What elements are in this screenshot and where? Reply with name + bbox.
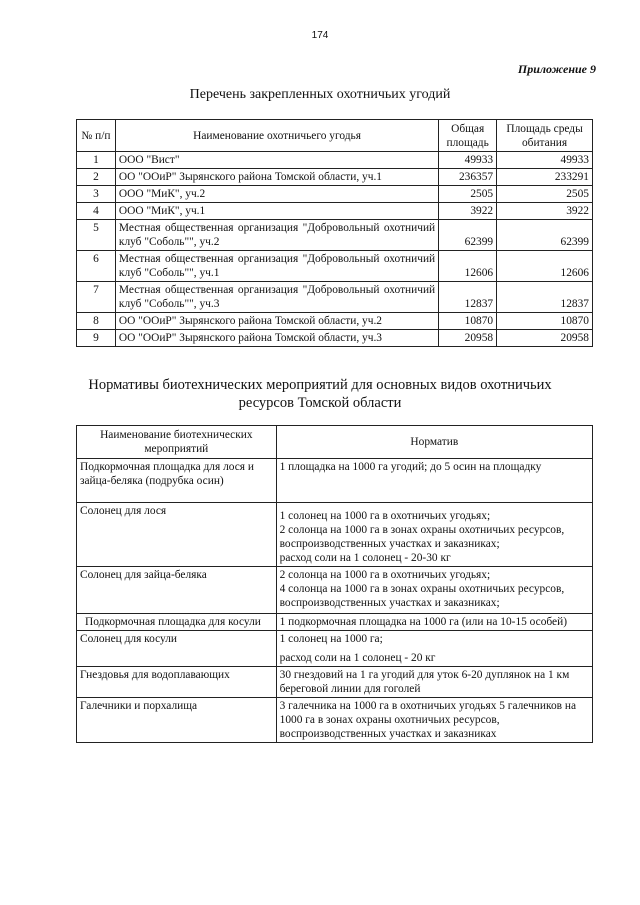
table-row: [77, 631, 593, 667]
row-total: 10870: [439, 313, 497, 330]
table-row: [77, 282, 593, 313]
norm-line: 1 площадка на 1000 га угодий; до 5 осин на площадку: [279, 461, 542, 473]
table1-title: Перечень закрепленных охотничьих угодий: [189, 87, 451, 102]
table-row: [77, 698, 593, 743]
norm-clip: [280, 568, 589, 612]
row-habitat: 233291: [497, 169, 593, 186]
norm-line: 1 солонец на 1000 га;: [279, 633, 383, 645]
table-row: [77, 614, 593, 631]
row-total: 49933: [439, 152, 497, 169]
row-habitat: 10870: [497, 313, 593, 330]
norm-cell: [276, 667, 592, 698]
row-total: 2505: [439, 186, 497, 203]
row-num: 5: [77, 220, 116, 251]
appendix-label: Приложение 9: [517, 62, 596, 76]
row-num: 1: [77, 152, 116, 169]
table-row: [77, 330, 593, 347]
row-name: Местная общественная организация "Добровольный охотничий клуб "Соболь"", уч.2: [115, 220, 438, 251]
row-total: 62399: [439, 220, 497, 251]
row-habitat: 62399: [497, 220, 593, 251]
norm-line: 2 солонца на 1000 га в охотничьих угодьях;: [279, 569, 491, 581]
table-row: [77, 251, 593, 282]
measure-name: Солонец для зайца-беляка: [77, 567, 277, 614]
row-num: 3: [77, 186, 116, 203]
row-total: 3922: [439, 203, 497, 220]
norm-line: расход соли на 1 солонец - 20-30 кг: [279, 552, 451, 564]
row-habitat: 20958: [497, 330, 593, 347]
table-row: [77, 169, 593, 186]
table-row: [77, 186, 593, 203]
hunting-grounds-table: [76, 119, 593, 347]
row-name: ОО "ООиР" Зырянского района Томской области, уч.3: [115, 330, 438, 347]
row-num: 7: [77, 282, 116, 313]
norm-line: 30 гнездовий на 1 га угодий для уток 6-20 дуплянок на 1 км береговой линии для гоголей: [279, 669, 570, 695]
row-num: 9: [77, 330, 116, 347]
col-header-habitat-area: Площадь среды обитания: [497, 120, 593, 152]
norm-cell: [276, 459, 592, 503]
row-habitat: 12837: [497, 282, 593, 313]
measure-name: Гнездовья для водоплавающих: [77, 667, 277, 698]
norm-line: 3 галечника на 1000 га в охотничьих угодьях 5 галечников на 1000 га в зонах охраны охотничьих ресурсов, воспроизводственных участках и заказниках: [279, 700, 577, 740]
norm-line: 1 подкормочная площадка на 1000 га (или на 10-15 особей): [279, 616, 567, 628]
table-row: [77, 220, 593, 251]
row-num: 4: [77, 203, 116, 220]
row-num: 8: [77, 313, 116, 330]
page-number: 174: [311, 30, 329, 41]
measure-name: Солонец для косули: [77, 631, 277, 667]
norm-line: 2 солонца на 1000 га в зонах охраны охотничьих ресурсов, воспроизводственных участках и заказниках;: [279, 524, 565, 550]
table-row: [77, 503, 593, 567]
row-total: 12837: [439, 282, 497, 313]
row-name: ООО "МиК", уч.2: [115, 186, 438, 203]
row-name: ООО "МиК", уч.1: [115, 203, 438, 220]
table-row: [77, 203, 593, 220]
col-header-norm: Норматив: [276, 426, 592, 459]
table-row: [77, 152, 593, 169]
row-total: 236357: [439, 169, 497, 186]
norm-cell: [276, 503, 592, 567]
norm-line: расход соли на 1 солонец - 20 кг: [279, 652, 436, 664]
col-header-num: № п/п: [77, 120, 116, 152]
table-header-row: [77, 426, 593, 459]
norm-cell: [276, 614, 592, 631]
table-header-row: [77, 120, 593, 152]
measure-name: Подкормочная площадка для лося и зайца-беляка (подрубка осин): [77, 459, 277, 503]
biotech-norms-table: [76, 425, 593, 743]
table-row: [77, 567, 593, 614]
norm-cell: [276, 567, 592, 614]
row-name: ОО "ООиР" Зырянского района Томской области, уч.2: [115, 313, 438, 330]
row-name: Местная общественная организация "Добровольный охотничий клуб "Соболь"", уч.1: [115, 251, 438, 282]
norm-line: 4 солонца на 1000 га в зонах охраны охотничьих ресурсов, воспроизводственных участках и заказниках;: [279, 583, 565, 609]
col-header-measure: Наименование биотехнических мероприятий: [77, 426, 277, 459]
measure-name: Подкормочная площадка для косули: [77, 614, 277, 631]
row-habitat: 3922: [497, 203, 593, 220]
norm-line: 1 солонец на 1000 га в охотничьих угодьях;: [279, 510, 491, 522]
table-row: [77, 459, 593, 503]
col-header-total-area: Общая площадь: [439, 120, 497, 152]
norm-cell: [276, 698, 592, 743]
row-habitat: 2505: [497, 186, 593, 203]
row-total: 20958: [439, 330, 497, 347]
measure-name: Галечники и порхалища: [77, 698, 277, 743]
row-total: 12606: [439, 251, 497, 282]
table-row: [77, 313, 593, 330]
row-habitat: 49933: [497, 152, 593, 169]
measure-name: Солонец для лося: [77, 503, 277, 567]
row-num: 2: [77, 169, 116, 186]
table-row: [77, 667, 593, 698]
row-name: ОО "ООиР" Зырянского района Томской области, уч.1: [115, 169, 438, 186]
row-num: 6: [77, 251, 116, 282]
row-name: Местная общественная организация "Добровольный охотничий клуб "Соболь"", уч.3: [115, 282, 438, 313]
col-header-name: Наименование охотничьего угодья: [115, 120, 438, 152]
row-name: ООО "Вист": [115, 152, 438, 169]
norm-cell: [276, 631, 592, 667]
row-habitat: 12606: [497, 251, 593, 282]
table2-title: Нормативы биотехнических мероприятий для основных видов охотничьих ресурсов Томской области: [88, 377, 552, 411]
norm-line: [280, 610, 589, 612]
